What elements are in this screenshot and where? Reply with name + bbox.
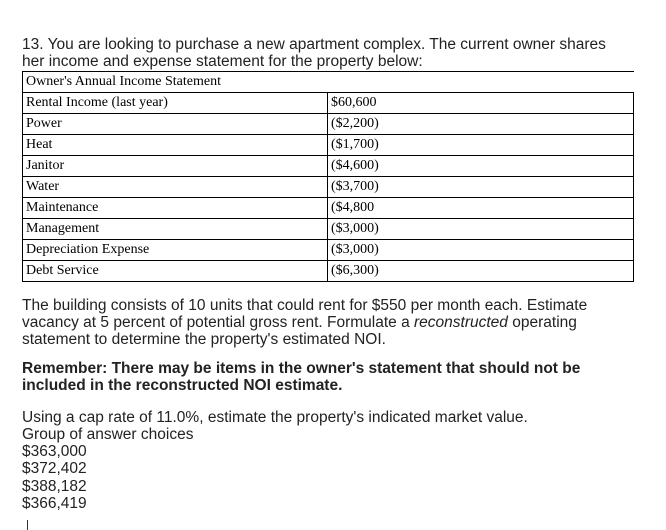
question-page (22, 36, 642, 513)
table-row (23, 177, 634, 198)
row-label: Rental Income (last year) (23, 93, 328, 114)
row-label: Debt Service (23, 261, 328, 282)
row-value: ($2,200) (328, 114, 634, 135)
row-value: ($3,000) (328, 219, 634, 240)
paragraph-text-end: operating statement to determine the property's estimated NOI. (22, 314, 577, 348)
answer-choice[interactable]: $363,000 (22, 443, 87, 460)
income-statement-table (22, 71, 634, 282)
row-label: Management (23, 219, 328, 240)
row-label: Water (23, 177, 328, 198)
question-line-1: 13. You are looking to purchase a new apartment complex. The current owner shares (22, 36, 606, 53)
table-row (23, 135, 634, 156)
table-row (23, 198, 634, 219)
row-value: ($4,800 (328, 198, 634, 219)
answer-choices (22, 443, 642, 513)
row-label: Janitor (23, 156, 328, 177)
table-row (23, 219, 634, 240)
row-label: Power (23, 114, 328, 135)
remember-note: Remember: There may be items in the owner's statement that should not be included in the reconstructed NOI estimate. (22, 360, 581, 394)
statement-title: Owner's Annual Income Statement (23, 72, 328, 93)
row-value: ($4,600) (328, 156, 634, 177)
text-cursor (27, 520, 28, 530)
row-label: Depreciation Expense (23, 240, 328, 261)
question-intro (22, 36, 642, 70)
table-row (23, 114, 634, 135)
row-value: $60,600 (328, 93, 634, 114)
table-header-row (23, 72, 634, 93)
statement-title-spacer (328, 72, 634, 93)
building-paragraph (22, 297, 642, 348)
table-row (23, 240, 634, 261)
choices-label: Group of answer choices (22, 426, 194, 443)
paragraph-italic: reconstructed (414, 314, 508, 331)
table-row (23, 156, 634, 177)
question-prompt: Using a cap rate of 11.0%, estimate the property's indicated market value. (22, 409, 528, 426)
question-line-2: her income and expense statement for the property below: (22, 53, 423, 70)
table-row (23, 261, 634, 282)
row-value: ($3,000) (328, 240, 634, 261)
row-value: ($1,700) (328, 135, 634, 156)
paragraph-text-start: The building consists of 10 units that could rent for $550 per month each. Estimate vacancy at 5 percent of potential gross rent. Formulate a (22, 297, 588, 331)
answer-choice[interactable]: $388,182 (22, 477, 87, 495)
answer-choice[interactable]: $372,402 (22, 460, 87, 478)
row-value: ($3,700) (328, 177, 634, 198)
table-row (23, 93, 634, 114)
row-value: ($6,300) (328, 261, 634, 282)
answer-choice[interactable]: $366,419 (22, 495, 87, 513)
row-label: Heat (23, 135, 328, 156)
row-label: Maintenance (23, 198, 328, 219)
